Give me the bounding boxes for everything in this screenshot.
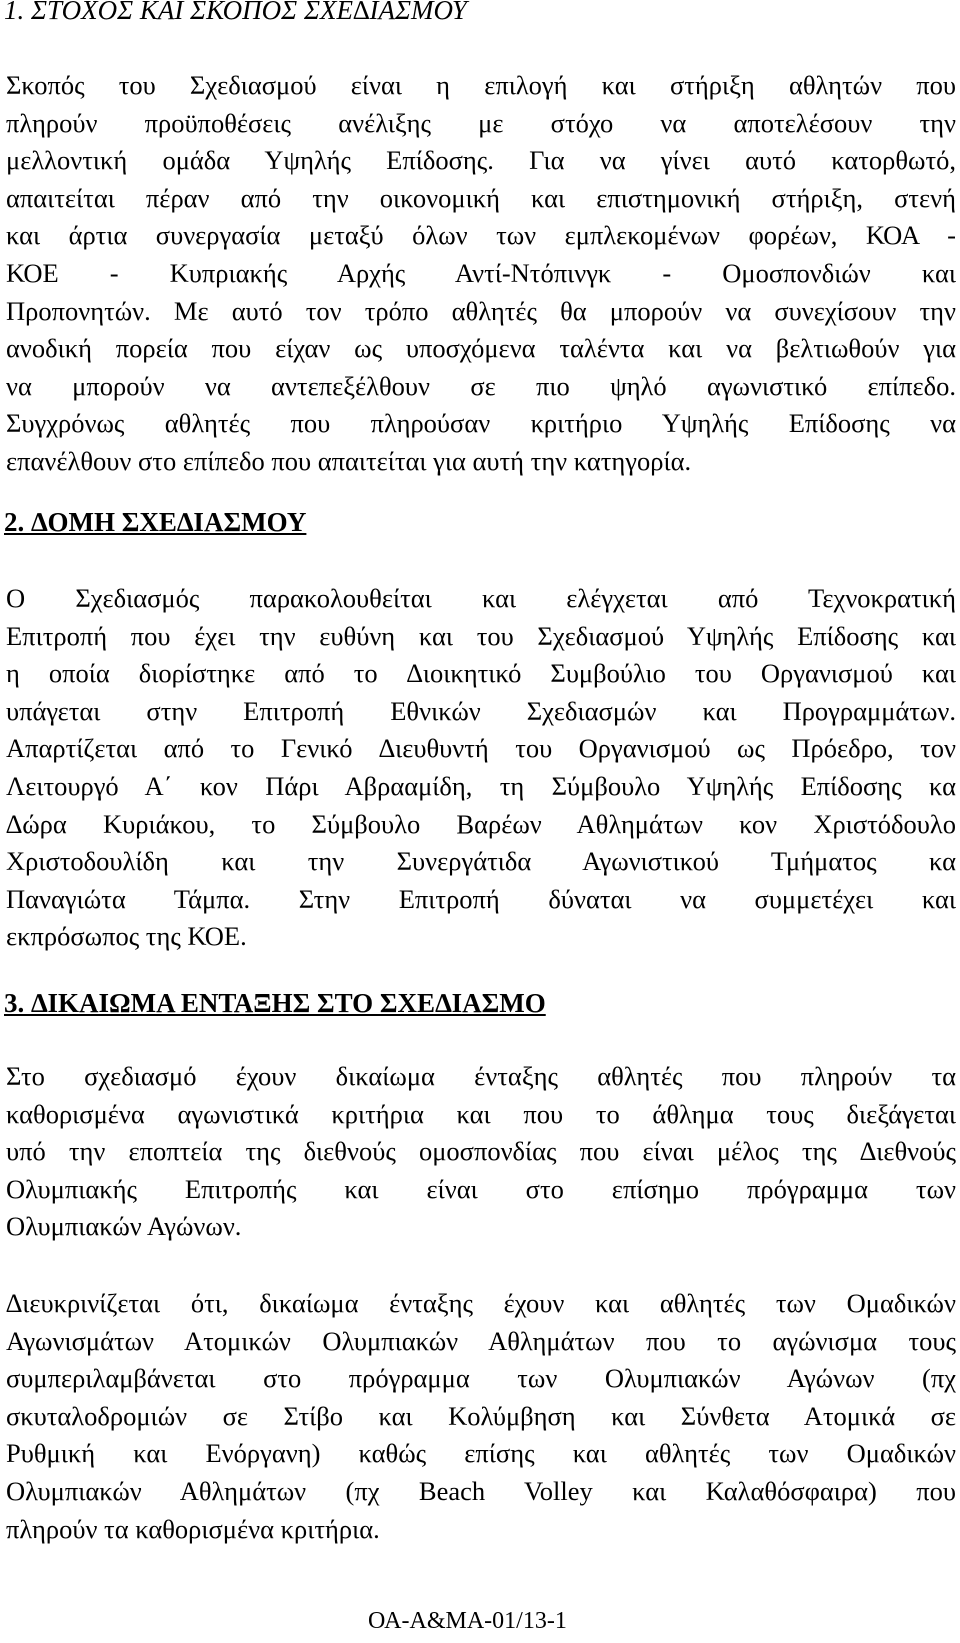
text-line: Συγχρόνως αθλητές που πληρούσαν κριτήριο Υψηλής Επίδοσης να [6, 408, 956, 439]
text-line: Σκοπός του Σχεδιασμού είναι η επιλογή και στήριξη αθλητών που [6, 70, 956, 100]
text-line: Ρυθμική και Ενόργανη) καθώς επίσης και αθλητές των Ομαδικών [6, 1438, 956, 1469]
section-3-paragraph-1 [6, 1058, 956, 1246]
text-line: συμπεριλαμβάνεται στο πρόγραμμα των Ολυμπιακών Αγώνων (πχ [6, 1363, 956, 1394]
text-line: η οποία διορίστηκε από το ∆ιοικητικό Συμβούλιο του Οργανισμού και [6, 658, 956, 689]
text-line: μελλοντική ομάδα Υψηλής Επίδοσης. Για να γίνει αυτό κατορθωτό, [6, 145, 956, 176]
text-line: υπάγεται στην Επιτροπή Εθνικών Σχεδιασμών και Προγραμμάτων. [6, 695, 956, 726]
text-line: καθορισμένα αγωνιστικά κριτήρια και που το άθλημα τους διεξάγεται [6, 1098, 956, 1129]
text-line: ΚΟΕ - Κυπριακής Αρχής Αντί-Ντόπινγκ - Ομοσπονδιών και [6, 257, 956, 288]
text-line: σκυταλοδρομιών σε Στίβο και Κολύμβηση και Σύνθετα Ατομικά σε [6, 1400, 956, 1431]
text-line: Ολυμπιακών Αθλημάτων (πχ Beach Volley και Καλαθόσφαιρα) που [6, 1475, 956, 1506]
text-line: Στο σχεδιασμό έχουν δικαίωμα ένταξης αθλητές που πληρούν τα [6, 1061, 956, 1091]
section-3-heading [4, 987, 546, 1019]
section-2-paragraph [6, 580, 956, 956]
document-code-footer: ΟΑ-Α&ΜΑ-01/13-1 [368, 1608, 567, 1634]
text-line: ∆ιευκρινίζεται ότι, δικαίωμα ένταξης έχουν και αθλητές των Ομαδικών [6, 1288, 956, 1318]
text-line: επανέλθουν στο επίπεδο που απαιτείται για αυτή την κατηγορία. [6, 445, 692, 476]
section-3-paragraph-2 [6, 1285, 956, 1548]
text-line: Χριστοδουλίδη και την Συνεργάτιδα Αγωνιστικού Τμήματος κα [6, 846, 956, 877]
text-line: Παναγιώτα Τάμπα. Στην Επιτροπή δύναται να συμμετέχει και [6, 883, 956, 914]
text-line: πληρούν προϋποθέσεις ανέλιξης με στόχο να αποτελέσουν την [6, 107, 956, 138]
text-line: Λειτουργό Α΄ κον Πάρι Αβρααμίδη, τη Σύμβουλο Υψηλής Επίδοσης κα [6, 770, 956, 801]
text-line: Ο Σχεδιασμός παρακολουθείται και ελέγχεται από Τεχνοκρατική [6, 583, 956, 613]
section-2-heading [4, 506, 306, 538]
section-1-paragraph [6, 67, 956, 481]
text-line: Επιτροπή που έχει την ευθύνη και του Σχεδιασμού Υψηλής Επίδοσης και [6, 620, 956, 651]
text-line: Απαρτίζεται από το Γενικό ∆ιευθυντή του Οργανισμού ως Πρόεδρο, τον [6, 733, 956, 764]
text-line: Ολυμπιακής Επιτροπής και είναι στο επίσημο πρόγραμμα των [6, 1173, 956, 1204]
text-line: να μπορούν να αντεπεξέλθουν σε πιο ψηλό αγωνιστικό επίπεδο. [6, 370, 956, 401]
text-line: απαιτείται πέραν από την οικονομική και επιστημονική στήριξη, στενή [6, 182, 956, 213]
text-line: ανοδική πορεία που είχαν ως υποσχόμενα ταλέντα και να βελτιωθούν για [6, 333, 956, 364]
text-line: ∆ώρα Κυριάκου, το Σύμβουλο Βαρέων Αθλημάτων κον Χριστόδουλο [6, 808, 956, 839]
text-line: πληρούν τα καθορισμένα κριτήρια. [6, 1513, 380, 1544]
text-line: Αγωνισμάτων Ατομικών Ολυμπιακών Αθλημάτων που το αγώνισμα τους [6, 1325, 956, 1356]
section-1-heading: 1. ΣΤΟΧΟΣ ΚΑΙ ΣΚΟΠΟΣ ΣΧΕ∆ΙΑΣΜΟΥ [4, 0, 467, 25]
text-line: υπό την εποπτεία της διεθνούς ομοσπονδίας που είναι μέλος της ∆ιεθνούς [6, 1136, 956, 1167]
section-3-heading-text: 3. ∆ΙΚΑΙΩΜΑ ΕΝΤΑΞΗΣ ΣΤΟ ΣΧΕ∆ΙΑΣΜΟ [4, 988, 546, 1018]
section-2-heading-text: 2. ∆ΟΜΗ ΣΧΕ∆ΙΑΣΜΟΥ [4, 507, 307, 537]
text-line: εκπρόσωπος της ΚΟΕ. [6, 921, 247, 952]
text-line: και άρτια συνεργασία μεταξύ όλων των εμπλεκομένων φορέων, ΚΟΑ - [6, 220, 956, 251]
text-line: Προπονητών. Με αυτό τον τρόπο αθλητές θα μπορούν να συνεχίσουν την [6, 295, 956, 326]
text-line: Ολυμπιακών Αγώνων. [6, 1211, 242, 1242]
